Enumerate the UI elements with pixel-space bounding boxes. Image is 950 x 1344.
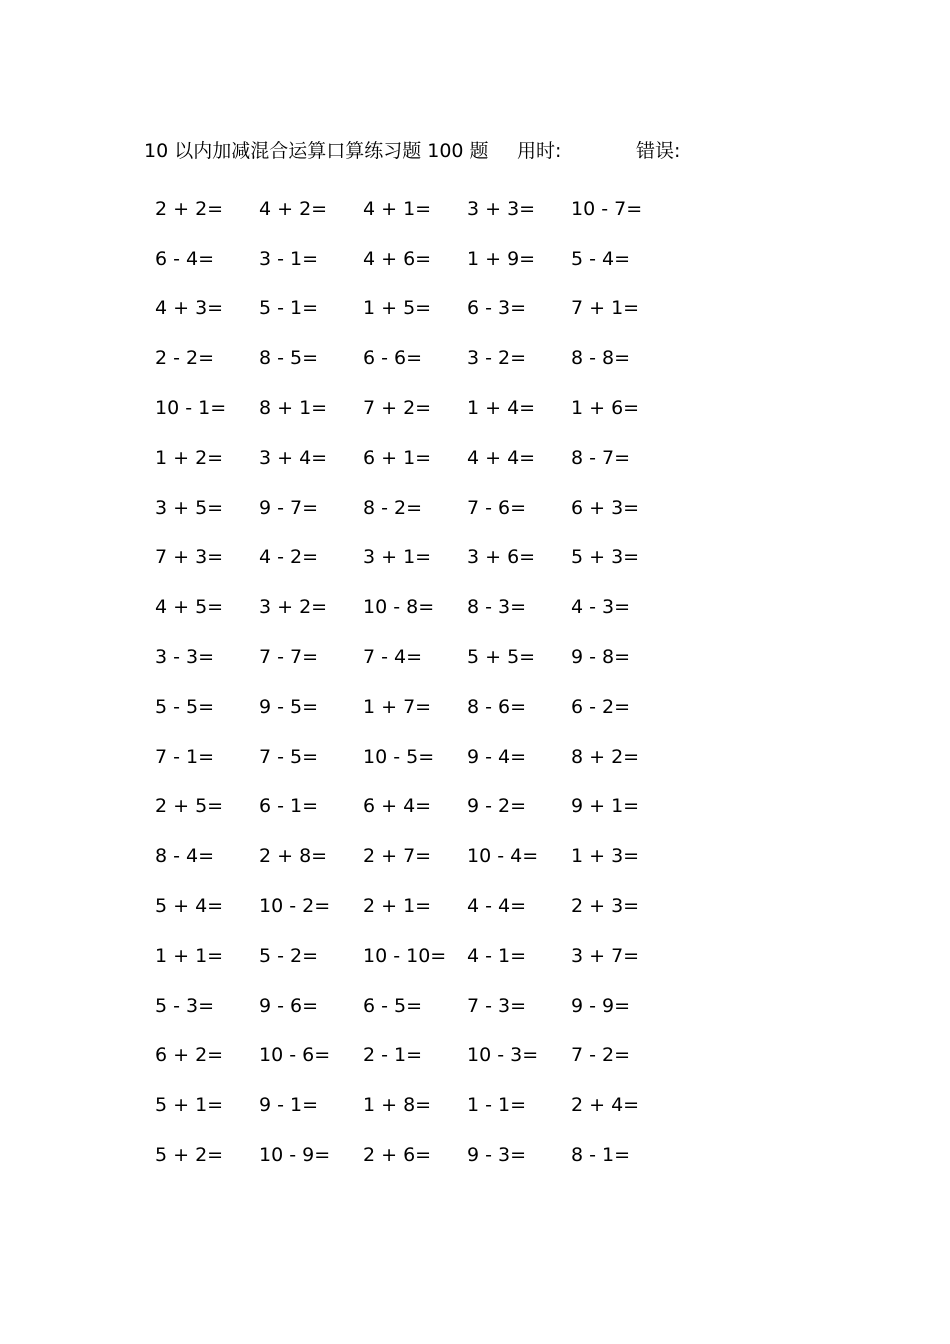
problem-item: 7 - 1= xyxy=(155,745,215,768)
problem-row xyxy=(150,732,670,782)
problem-row xyxy=(150,284,670,334)
problem-row xyxy=(150,1031,670,1081)
problem-row xyxy=(150,1080,670,1130)
problem-row xyxy=(150,483,670,533)
problem-item: 9 - 9= xyxy=(571,994,631,1017)
problem-item: 6 - 2= xyxy=(571,695,631,718)
problem-item: 9 - 8= xyxy=(571,646,631,669)
problem-item: 10 - 1= xyxy=(155,397,227,420)
problem-item: 3 + 4= xyxy=(259,446,328,469)
problem-item: 3 + 7= xyxy=(571,944,640,967)
problem-item: 3 + 5= xyxy=(155,496,224,519)
problem-item: 5 + 5= xyxy=(467,646,536,669)
problem-item: 10 - 6= xyxy=(259,1044,331,1067)
problem-item: 1 + 5= xyxy=(363,297,432,320)
problem-item: 7 - 4= xyxy=(363,646,423,669)
problem-row xyxy=(150,1130,670,1180)
problem-item: 9 - 4= xyxy=(467,745,527,768)
problem-item: 8 - 2= xyxy=(363,496,423,519)
problem-item: 6 + 1= xyxy=(363,446,432,469)
problem-item: 6 + 2= xyxy=(155,1044,224,1067)
problem-item: 1 + 9= xyxy=(467,247,536,270)
problem-item: 7 - 2= xyxy=(571,1044,631,1067)
problem-item: 4 + 6= xyxy=(363,247,432,270)
problem-item: 1 - 1= xyxy=(467,1094,527,1117)
problem-item: 2 + 6= xyxy=(363,1144,432,1167)
problem-item: 10 - 9= xyxy=(259,1144,331,1167)
problem-row xyxy=(150,333,670,383)
problem-item: 10 - 8= xyxy=(363,596,435,619)
problem-item: 2 + 2= xyxy=(155,197,224,220)
problem-item: 2 + 5= xyxy=(155,795,224,818)
problem-item: 4 - 2= xyxy=(259,546,319,569)
problem-item: 4 + 2= xyxy=(259,197,328,220)
problem-row xyxy=(150,931,670,981)
problem-item: 8 - 3= xyxy=(467,596,527,619)
problem-item: 5 + 4= xyxy=(155,895,224,918)
problem-item: 8 - 5= xyxy=(259,347,319,370)
problem-item: 6 - 3= xyxy=(467,297,527,320)
problem-item: 4 + 4= xyxy=(467,446,536,469)
problem-item: 7 + 2= xyxy=(363,397,432,420)
problem-item: 9 - 3= xyxy=(467,1144,527,1167)
problem-item: 9 + 1= xyxy=(571,795,640,818)
problem-item: 7 - 3= xyxy=(467,994,527,1017)
problem-item: 10 - 3= xyxy=(467,1044,539,1067)
problem-item: 5 - 5= xyxy=(155,695,215,718)
problem-item: 3 + 2= xyxy=(259,596,328,619)
problem-item: 6 - 4= xyxy=(155,247,215,270)
problem-item: 3 + 1= xyxy=(363,546,432,569)
problem-item: 7 - 6= xyxy=(467,496,527,519)
problem-item: 9 - 7= xyxy=(259,496,319,519)
problem-row xyxy=(150,881,670,931)
problem-item: 3 - 1= xyxy=(259,247,319,270)
problem-row xyxy=(150,831,670,881)
problem-item: 9 - 5= xyxy=(259,695,319,718)
problem-item: 8 - 8= xyxy=(571,347,631,370)
problem-item: 5 + 3= xyxy=(571,546,640,569)
problem-item: 5 + 2= xyxy=(155,1144,224,1167)
problem-row xyxy=(150,782,670,832)
problem-item: 1 + 2= xyxy=(155,446,224,469)
problem-item: 1 + 8= xyxy=(363,1094,432,1117)
problem-row xyxy=(150,433,670,483)
problem-item: 4 - 4= xyxy=(467,895,527,918)
problem-row xyxy=(150,582,670,632)
problem-item: 7 + 3= xyxy=(155,546,224,569)
problem-item: 10 - 7= xyxy=(571,197,643,220)
problem-item: 10 - 5= xyxy=(363,745,435,768)
problem-item: 5 - 4= xyxy=(571,247,631,270)
problem-item: 6 + 3= xyxy=(571,496,640,519)
problem-item: 4 - 1= xyxy=(467,944,527,967)
problem-item: 3 - 2= xyxy=(467,347,527,370)
problem-item: 5 - 1= xyxy=(259,297,319,320)
worksheet-title: 10 以内加减混合运算口算练习题 100 题 xyxy=(144,140,489,162)
problem-item: 2 + 8= xyxy=(259,845,328,868)
problem-item: 2 - 1= xyxy=(363,1044,423,1067)
problem-item: 5 - 3= xyxy=(155,994,215,1017)
problem-item: 5 + 1= xyxy=(155,1094,224,1117)
problem-item: 8 - 1= xyxy=(571,1144,631,1167)
problem-item: 6 - 1= xyxy=(259,795,319,818)
problem-item: 10 - 2= xyxy=(259,895,331,918)
problem-row xyxy=(150,682,670,732)
problem-item: 4 + 5= xyxy=(155,596,224,619)
problem-item: 9 - 6= xyxy=(259,994,319,1017)
problem-row xyxy=(150,533,670,583)
problem-item: 2 + 4= xyxy=(571,1094,640,1117)
problem-item: 2 + 3= xyxy=(571,895,640,918)
problem-item: 8 - 6= xyxy=(467,695,527,718)
problem-item: 7 + 1= xyxy=(571,297,640,320)
problem-item: 3 + 3= xyxy=(467,197,536,220)
problem-item: 6 + 4= xyxy=(363,795,432,818)
problem-item: 4 + 1= xyxy=(363,197,432,220)
problem-item: 7 - 7= xyxy=(259,646,319,669)
problem-item: 4 - 3= xyxy=(571,596,631,619)
problem-item: 2 + 1= xyxy=(363,895,432,918)
problem-item: 1 + 4= xyxy=(467,397,536,420)
problem-row xyxy=(150,632,670,682)
error-label: 错误: xyxy=(636,140,681,162)
problem-row xyxy=(150,981,670,1031)
problem-item: 4 + 3= xyxy=(155,297,224,320)
problem-item: 6 - 6= xyxy=(363,347,423,370)
problem-item: 1 + 7= xyxy=(363,695,432,718)
problem-item: 9 - 1= xyxy=(259,1094,319,1117)
problem-item: 5 - 2= xyxy=(259,944,319,967)
problem-item: 3 - 3= xyxy=(155,646,215,669)
problem-item: 1 + 1= xyxy=(155,944,224,967)
problem-item: 8 - 4= xyxy=(155,845,215,868)
problem-item: 2 - 2= xyxy=(155,347,215,370)
problem-item: 8 + 1= xyxy=(259,397,328,420)
problem-item: 3 + 6= xyxy=(467,546,536,569)
time-label: 用时: xyxy=(517,140,562,162)
problem-item: 7 - 5= xyxy=(259,745,319,768)
problem-item: 8 + 2= xyxy=(571,745,640,768)
problem-item: 10 - 4= xyxy=(467,845,539,868)
problem-row xyxy=(150,234,670,284)
problem-item: 10 - 10= xyxy=(363,944,447,967)
problem-item: 2 + 7= xyxy=(363,845,432,868)
problem-item: 1 + 6= xyxy=(571,397,640,420)
problem-row xyxy=(150,383,670,433)
problem-grid xyxy=(150,184,670,1180)
problem-item: 8 - 7= xyxy=(571,446,631,469)
problem-item: 9 - 2= xyxy=(467,795,527,818)
problem-item: 6 - 5= xyxy=(363,994,423,1017)
problem-row xyxy=(150,184,670,234)
problem-item: 1 + 3= xyxy=(571,845,640,868)
